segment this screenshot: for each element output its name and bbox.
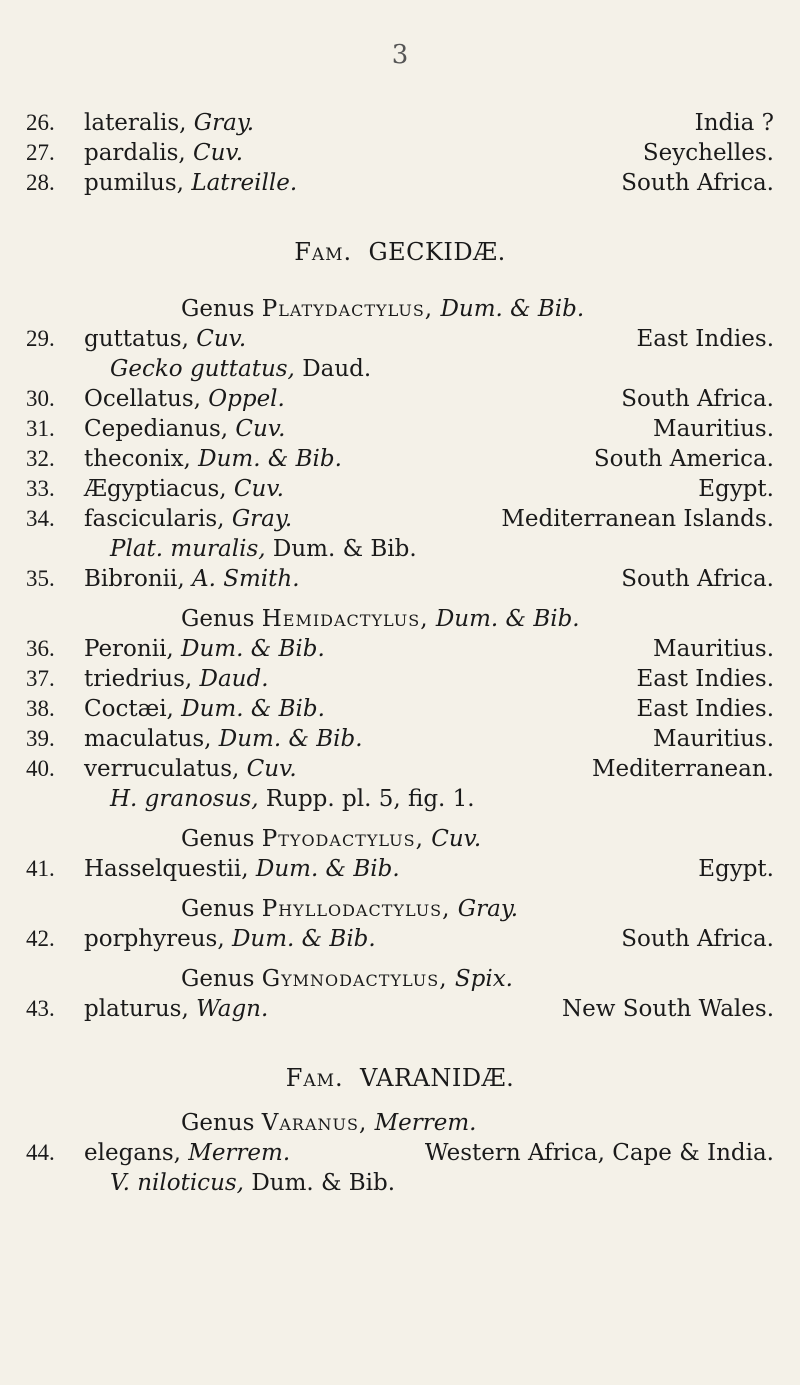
- entry-number: 27.: [26, 140, 55, 165]
- entry-number: 30.: [26, 386, 55, 411]
- locality: Mauritius.: [653, 636, 774, 662]
- species-name: porphyreus, Dum. & Bib.: [84, 926, 376, 952]
- locality: India ?: [694, 110, 774, 136]
- locality: Egypt.: [698, 476, 774, 502]
- entry-number: 37.: [26, 666, 55, 691]
- entry-number: 44.: [26, 1140, 55, 1165]
- family-heading: Fam. VARANIDÆ.: [285, 1064, 515, 1092]
- species-name: pumilus, Latreille.: [84, 170, 298, 196]
- species-list: [26, 108, 774, 1198]
- locality: South Africa.: [621, 926, 774, 952]
- species-name: platurus, Wagn.: [84, 996, 269, 1022]
- list-item: [26, 564, 774, 594]
- entry-number: 36.: [26, 636, 55, 661]
- locality: Mediterranean.: [591, 756, 774, 782]
- locality: East Indies.: [636, 666, 774, 692]
- genus-heading: Genus Phyllodactylus, Gray.: [181, 896, 519, 922]
- entry-number: 31.: [26, 416, 55, 441]
- page-number: 3: [391, 40, 409, 70]
- species-name: Cepedianus, Cuv.: [84, 416, 286, 442]
- list-item: [26, 138, 774, 168]
- family-heading: Fam. GECKIDÆ.: [294, 238, 506, 266]
- synonym: Plat. muralis, Dum. & Bib.: [110, 536, 417, 562]
- genus-heading: Genus Gymnodactylus, Spix.: [181, 966, 513, 992]
- genus-heading: Genus Platydactylus, Dum. & Bib.: [181, 296, 585, 322]
- locality: Western Africa, Cape & India.: [424, 1140, 774, 1166]
- list-item: [26, 414, 774, 444]
- species-name: theconix, Dum. & Bib.: [84, 446, 342, 472]
- locality: South Africa.: [621, 566, 774, 592]
- genus-heading: Genus Hemidactylus, Dum. & Bib.: [181, 606, 580, 632]
- entry-number: 28.: [26, 170, 55, 195]
- locality: Mauritius.: [653, 726, 774, 752]
- entry-number: 43.: [26, 996, 55, 1021]
- list-item: [26, 108, 774, 138]
- synonym: Gecko guttatus, Daud.: [110, 356, 372, 382]
- locality: East Indies.: [636, 326, 774, 352]
- species-name: lateralis, Gray.: [84, 110, 255, 136]
- locality: Seychelles.: [642, 140, 774, 166]
- list-item: [26, 474, 774, 504]
- genus-heading: Genus Varanus, Merrem.: [181, 1110, 477, 1136]
- list-item: [26, 994, 774, 1024]
- locality: East Indies.: [636, 696, 774, 722]
- species-name: elegans, Merrem.: [84, 1140, 291, 1166]
- species-name: fascicularis, Gray.: [84, 506, 293, 532]
- species-name: maculatus, Dum. & Bib.: [84, 726, 363, 752]
- locality: New South Wales.: [562, 996, 774, 1022]
- list-item: [26, 504, 774, 534]
- synonym: V. niloticus, Dum. & Bib.: [110, 1170, 396, 1196]
- species-name: pardalis, Cuv.: [84, 140, 244, 166]
- list-item: [26, 634, 774, 664]
- locality: Mediterranean Islands.: [501, 506, 774, 532]
- entry-number: 39.: [26, 726, 55, 751]
- genus-heading: Genus Ptyodactylus, Cuv.: [181, 826, 482, 852]
- entry-number: 32.: [26, 446, 55, 471]
- entry-number: 26.: [26, 110, 55, 135]
- list-item: [26, 444, 774, 474]
- locality: South Africa.: [621, 170, 774, 196]
- entry-number: 29.: [26, 326, 55, 351]
- entry-number: 33.: [26, 476, 55, 501]
- list-item: [26, 754, 774, 784]
- entry-number: 34.: [26, 506, 55, 531]
- species-name: triedrius, Daud.: [84, 666, 269, 692]
- list-item: [26, 1138, 774, 1168]
- species-name: verruculatus, Cuv.: [84, 756, 297, 782]
- species-name: Peronii, Dum. & Bib.: [84, 636, 325, 662]
- list-item: [26, 724, 774, 754]
- list-item: [26, 854, 774, 884]
- locality: Mauritius.: [653, 416, 774, 442]
- species-name: guttatus, Cuv.: [84, 326, 247, 352]
- list-item: [26, 664, 774, 694]
- list-item: [26, 168, 774, 198]
- entry-number: 40.: [26, 756, 55, 781]
- synonym: H. granosus, Rupp. pl. 5, fig. 1.: [110, 786, 475, 812]
- list-item: [26, 384, 774, 414]
- species-name: Hasselquestii, Dum. & Bib.: [84, 856, 400, 882]
- list-item: [26, 924, 774, 954]
- species-name: Bibronii, A. Smith.: [84, 566, 300, 592]
- entry-number: 38.: [26, 696, 55, 721]
- locality: South America.: [593, 446, 774, 472]
- list-item: [26, 324, 774, 354]
- list-item: [26, 694, 774, 724]
- entry-number: 42.: [26, 926, 55, 951]
- species-name: Ægyptiacus, Cuv.: [84, 476, 284, 502]
- locality: Egypt.: [698, 856, 774, 882]
- entry-number: 41.: [26, 856, 55, 881]
- entry-number: 35.: [26, 566, 55, 591]
- species-name: Ocellatus, Oppel.: [84, 386, 285, 412]
- species-name: Coctæi, Dum. & Bib.: [84, 696, 325, 722]
- locality: South Africa.: [621, 386, 774, 412]
